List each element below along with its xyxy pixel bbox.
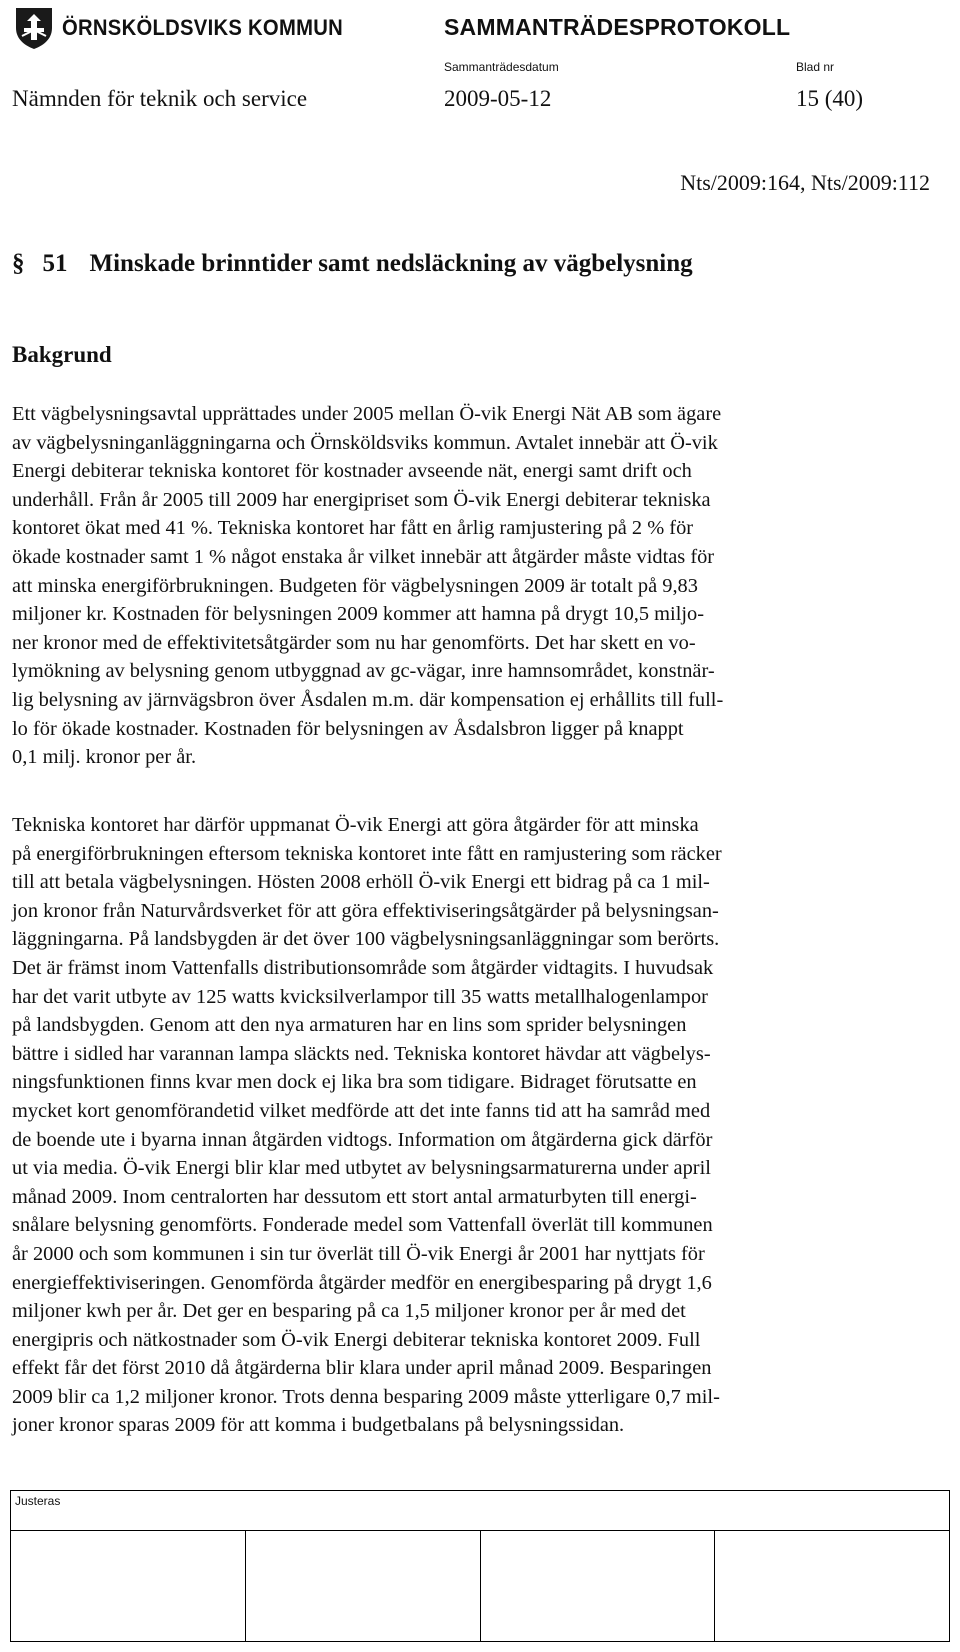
section-sign: § (12, 250, 25, 277)
document-title: SAMMANTRÄDESPROTOKOLL (444, 14, 791, 40)
municipality-logo (14, 6, 367, 50)
section-title: Minskade brinntider samt nedsläckning av vägbelysning (89, 250, 693, 277)
page-number-label: Blad nr (796, 60, 835, 74)
section-number: 51 (42, 250, 68, 277)
justeras-label: Justeras (11, 1491, 950, 1531)
meeting-date: 2009-05-12 (444, 86, 552, 111)
signature-cell-1 (11, 1531, 246, 1642)
justification-table (10, 1490, 950, 1642)
background-paragraph-1: Ett vägbelysningsavtal upprättades under 2005 mellan Ö-vik Energi Nät AB som ägare av vägbelysninganläggningarna och Örnsköldsviks kommun. Avtalet innebär att Ö-vik Energi debiterar tekniska kontoret för kostnader avseende nät, energi samt drift och underhåll. Från år 2005 till 2009 har energipriset som Ö-vik Energi debiterar tekniska kontoret ökat med 41 %. Tekniska kontoret har fått en årlig ramjustering på 2 % för ökade kostnader samt 1 % något enstaka år vilket innebär att åtgärder måste vidtas för att minska energiförbrukningen. Budgeten för vägbelysningen 2009 är totalt på 9,83 miljoner kr. Kostnaden för belysningen 2009 kommer att hamna på drygt 10,5 miljo- ner kronor med de effektivitetsåtgärder som nu har genomförts. Det har skett en vo- lymökning av belysning genom utbyggnad av gc-vägar, inre hamnsområdet, konstnär- lig belysning av järnvägsbron över Åsdalen m.m. där kompensation ej erhållits till full- lo för ökade kostnader. Kostnaden för belysningen av Åsdalsbron ligger på knappt 0,1 milj. kronor per år. (12, 403, 724, 769)
page-number: 15 (40) (796, 86, 864, 111)
signature-cell-3 (480, 1531, 715, 1642)
org-name: ÖRNSKÖLDSVIKS KOMMUN (62, 15, 344, 40)
signature-cell-2 (245, 1531, 480, 1642)
signature-cell-4 (715, 1531, 950, 1642)
crest-icon (14, 6, 54, 50)
section-heading (12, 250, 693, 278)
meeting-date-label: Sammanträdesdatum (444, 60, 559, 74)
case-references: Nts/2009:164, Nts/2009:112 (680, 170, 930, 195)
background-paragraph-2: Tekniska kontoret har därför uppmanat Ö-vik Energi att göra åtgärder för att minska på energiförbrukningen eftersom tekniska kontoret inte fått en ramjustering som räcker till att betala vägbelysningen. Hösten 2008 erhöll Ö-vik Energi ett bidrag på ca 1 mil- jon kronor från Naturvårdsverket för att göra effektiviseringsåtgärder på belysningsan- läggningarna. På landsbygden är det över 100 vägbelysningsanläggningar som berörts. Det är främst inom Vattenfalls distributionsområde som åtgärder vidtagits. I huvudsak har det varit utbyte av 125 watts kvicksilverlampor till 35 watts metallhalogenlampor på landsbygden. Genom att den nya armaturen har en lins som sprider belysningen bättre i sidled har varannan lampa släckts ned. Tekniska kontoret hävdar att vägbelys- ningsfunktionen finns kvar men dock ej lika bra som tidigare. Bidraget förutsatte en mycket kort genomförandetid vilket medförde att det inte fanns tid att ha samråd med de boende ute i byarna innan åtgärden vidtogs. Information om åtgärderna gick därför ut via media. Ö-vik Energi blir klar med utbytet av belysningsarmaturerna under april månad 2009. Inom centralorten har dessutom ett stort antal armaturbyten till energi- snålare belysning genomförts. Fonderade medel som Vattenfall överlät till kommunen år 2000 och som kommunen i sin tur överlät till Ö-vik Energi år 2001 har nyttjats för energieffektiviseringen. Genomförda åtgärder medför en energibesparing på drygt 1,6 miljoner kwh per år. Det ger en besparing på ca 1,5 miljoner kronor per år med det energipris och nätkostnader som Ö-vik Energi debiterar tekniska kontoret 2009. Full effekt får det först 2010 då åtgärderna blir klara under april månad 2009. Besparingen 2009 blir ca 1,2 miljoner kronor. Trots denna besparing 2009 måste ytterligare 0,7 mil- joner kronor sparas 2009 för att komma i budgetbalans på belysningssidan. (12, 814, 722, 1437)
background-heading: Bakgrund (12, 342, 112, 367)
committee-name: Nämnden för teknik och service (12, 86, 308, 111)
